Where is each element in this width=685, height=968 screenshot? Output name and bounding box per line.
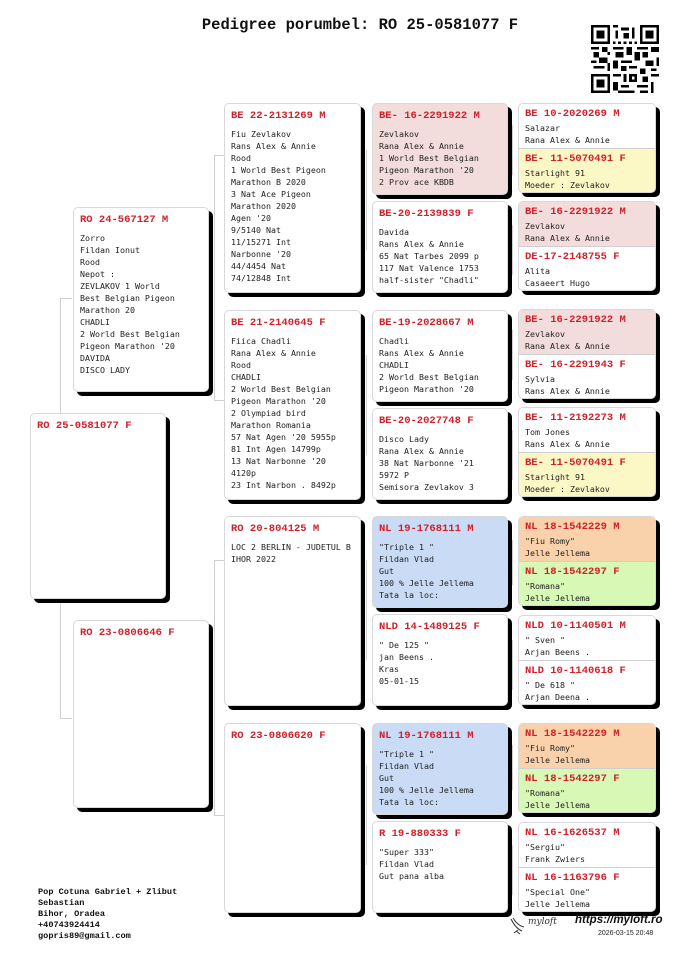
gen4-details: "Fiu Romy" Jelle Jellema (525, 536, 590, 558)
gen4-details: Tom Jones Rans Alex & Annie (525, 427, 610, 449)
gen4-card[interactable] (519, 202, 655, 247)
great-grandparent-card[interactable] (372, 201, 508, 293)
grandparent-card[interactable] (224, 516, 361, 706)
grandparent-ring: BE 22-2131269 M (231, 110, 326, 122)
great-grandparent-ring: BE-20-2027748 F (379, 415, 474, 427)
gen4-card[interactable] (519, 355, 655, 398)
sire-card[interactable] (73, 207, 209, 392)
great-grandparent-ring: BE-20-2139839 F (379, 208, 474, 220)
subject-card[interactable] (30, 413, 166, 599)
gen4-ring: NL 18-1542297 F (525, 773, 620, 785)
gen4-ring: BE- 11-5070491 F (525, 457, 626, 469)
grandparent-details: LOC 2 BERLIN - JUDETUL B IHOR 2022 (231, 542, 351, 564)
grandparent-ring: RO 20-804125 M (231, 523, 320, 535)
great-grandparent-ring: BE-19-2028667 M (379, 317, 474, 329)
gen4-ring: NL 16-1626537 M (525, 827, 620, 839)
gen4-details: " De 618 " Arjan Deena . (525, 680, 590, 702)
gen4-card[interactable] (519, 661, 655, 704)
gen4-card[interactable] (519, 408, 655, 453)
gen4-pair (518, 615, 656, 705)
gen4-ring: BE- 11-5070491 F (525, 153, 626, 165)
gen4-details: "Fiu Romy" Jelle Jellema (525, 743, 590, 765)
great-grandparent-details: Davida Rans Alex & Annie 65 Nat Tarbes 2099 p 117 Nat Valence 1753 half-sister "Chadli" (379, 227, 479, 285)
great-grandparent-details: Chadli Rans Alex & Annie CHADLI 2 World Best Belgian Pigeon Marathon '20 (379, 336, 479, 394)
gen4-ring: NL 18-1542297 F (525, 566, 620, 578)
great-grandparent-card[interactable] (372, 723, 508, 815)
great-grandparent-ring: BE- 16-2291922 M (379, 110, 480, 122)
gen4-ring: NLD 10-1140501 M (525, 620, 626, 632)
gen4-details: Starlight 91 Moeder : Zevlakov (525, 472, 610, 494)
great-grandparent-card[interactable] (372, 310, 508, 402)
gen4-card[interactable] (519, 769, 655, 812)
qr-code-icon (591, 25, 659, 93)
grandparent-ring: RO 23-0806620 F (231, 730, 326, 742)
gen4-card[interactable] (519, 149, 655, 192)
sire-details: Zorro Fildan Ionut Rood Nepot : ZEVLAKOV 1 World Best Belgian Pigeon Marathon 20 CHADLI 2 World Best Belgian Pigeon Marathon '20 DAVIDA DISCO LADY (80, 233, 180, 375)
logo-text: myloft (528, 917, 557, 927)
great-grandparent-details: Zevlakov Rana Alex & Annie 1 World Best Belgian Pigeon Marathon '20 2 Prov ace KBDB (379, 129, 479, 187)
gen4-details: "Special One" Jelle Jellema (525, 887, 590, 909)
subject-ring: RO 25-0581077 F (37, 420, 132, 432)
grandparent-details: Fiica Chadli Rana Alex & Annie Rood CHADLI 2 World Best Belgian Pigeon Marathon '20 2 Olympiad bird Marathon Romania 57 Nat Agen '20 5955p 81 Int Agen 14799p 13 Nat Narbonne '20 4120p 23 Int Narbon . 8492p (231, 336, 336, 490)
great-grandparent-ring: NL 19-1768111 M (379, 730, 474, 742)
gen4-card[interactable] (519, 823, 655, 868)
gen4-card[interactable] (519, 724, 655, 769)
great-grandparent-card[interactable] (372, 516, 508, 608)
gen4-details: Zevlakov Rana Alex & Annie (525, 329, 610, 351)
dam-card[interactable] (73, 620, 209, 808)
great-grandparent-card[interactable] (372, 408, 508, 500)
gen4-ring: NL 18-1542229 M (525, 521, 620, 533)
gen4-pair (518, 822, 656, 912)
gen4-ring: BE- 11-2192273 M (525, 412, 626, 424)
gen4-ring: BE- 16-2291943 F (525, 359, 626, 371)
gen4-card[interactable] (519, 104, 655, 149)
great-grandparent-ring: R 19-880333 F (379, 828, 461, 840)
gen4-pair (518, 309, 656, 399)
grandparent-card[interactable] (224, 103, 361, 293)
sire-ring: RO 24-567127 M (80, 214, 169, 226)
gen4-details: Alita Casaeert Hugo (525, 266, 590, 288)
gen4-card[interactable] (519, 247, 655, 290)
owner-info: Pop Cotuna Gabriel + Zlibut Sebastian Bihor, Oradea +40743924414 gopris89@gmail.com (38, 887, 178, 941)
timestamp: 2026-03-15 20:48 (598, 930, 654, 937)
great-grandparent-ring: NL 19-1768111 M (379, 523, 474, 535)
great-grandparent-details: Disco Lady Rana Alex & Annie 38 Nat Narbonne '21 5972 P Semisora Zevlakov 3 (379, 434, 474, 492)
gen4-details: Zevlakov Rana Alex & Annie (525, 221, 610, 243)
gen4-ring: DE-17-2148755 F (525, 251, 620, 263)
gen4-pair (518, 407, 656, 497)
gen4-card[interactable] (519, 517, 655, 562)
gen4-pair (518, 103, 656, 193)
dam-ring: RO 23-0806646 F (80, 627, 175, 639)
gen4-details: Starlight 91 Moeder : Zevlakov (525, 168, 610, 190)
great-grandparent-details: "Triple 1 " Fildan Vlad Gut 100 % Jelle Jellema Tata la loc: (379, 542, 474, 600)
grandparent-ring: BE 21-2140645 F (231, 317, 326, 329)
gen4-details: " Sven " Arjan Beens . (525, 635, 590, 657)
gen4-card[interactable] (519, 616, 655, 661)
great-grandparent-card[interactable] (372, 614, 508, 706)
gen4-card[interactable] (519, 562, 655, 605)
page-title: Pedigree porumbel: RO 25-0581077 F (201, 16, 519, 34)
gen4-ring: NLD 10-1140618 F (525, 665, 626, 677)
great-grandparent-card[interactable] (372, 103, 508, 195)
great-grandparent-details: "Triple 1 " Fildan Vlad Gut 100 % Jelle Jellema Tata la loc: (379, 749, 474, 807)
gen4-ring: BE- 16-2291922 M (525, 206, 626, 218)
gen4-ring: BE 10-2020269 M (525, 108, 620, 120)
grandparent-card[interactable] (224, 310, 361, 500)
grandparent-card[interactable] (224, 723, 361, 913)
gen4-pair (518, 723, 656, 813)
great-grandparent-details: " De 125 " jan Beens . Kras 05-01-15 (379, 640, 434, 686)
site-link[interactable]: https://myloft.ro (575, 914, 663, 926)
gen4-ring: NL 18-1542229 M (525, 728, 620, 740)
gen4-ring: BE- 16-2291922 M (525, 314, 626, 326)
grandparent-details: Fiu Zevlakov Rans Alex & Annie Rood 1 World Best Pigeon Marathon B 2020 3 Nat Ace Pigeon Marathon 2020 Agen '20 9/5140 Nat 11/15271 Int Narbonne '20 44/4454 Nat 74/12848 Int (231, 129, 326, 283)
gen4-details: Sylvia Rans Alex & Annie (525, 374, 610, 396)
gen4-details: "Sergiu" Frank Zwiers (525, 842, 585, 864)
gen4-details: Salazar Rana Alex & Annie (525, 123, 610, 145)
great-grandparent-details: "Super 333" Fildan Vlad Gut pana alba (379, 847, 444, 881)
gen4-details: "Romana" Jelle Jellema (525, 788, 590, 810)
gen4-ring: NL 16-1163796 F (525, 872, 620, 884)
great-grandparent-card[interactable] (372, 821, 508, 913)
gen4-pair (518, 201, 656, 291)
great-grandparent-ring: NLD 14-1489125 F (379, 621, 480, 633)
gen4-pair (518, 516, 656, 606)
gen4-card[interactable] (519, 868, 655, 911)
gen4-details: "Romana" Jelle Jellema (525, 581, 590, 603)
gen4-card[interactable] (519, 453, 655, 496)
gen4-card[interactable] (519, 310, 655, 355)
